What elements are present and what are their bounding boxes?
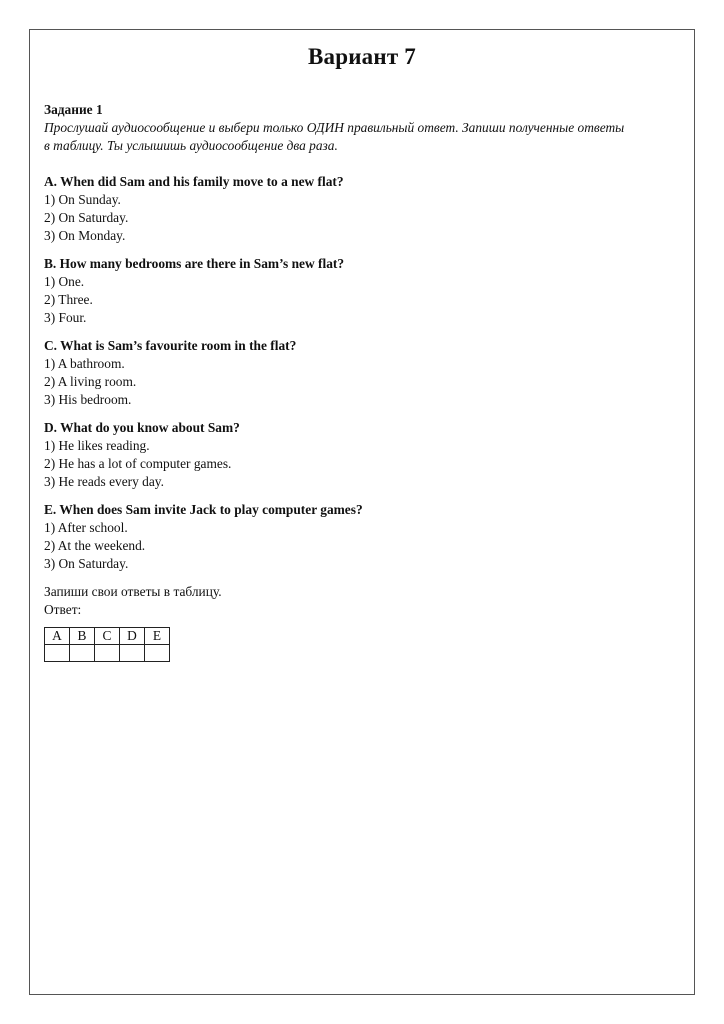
- answer-header-b: B: [70, 628, 95, 645]
- answer-cell-b[interactable]: [70, 645, 95, 662]
- question-text: D. What do you know about Sam?: [44, 420, 240, 435]
- answer-header-a: A: [45, 628, 70, 645]
- answer-table-input-row: [45, 645, 170, 662]
- answer-table-header-row: [45, 628, 170, 645]
- option: 3) His bedroom.: [44, 392, 132, 407]
- answer-cell-c[interactable]: [95, 645, 120, 662]
- answer-header-e: E: [145, 628, 170, 645]
- option: 1) He likes reading.: [44, 438, 150, 453]
- answer-header-d: D: [120, 628, 145, 645]
- question-d: [44, 419, 684, 491]
- answer-cell-d[interactable]: [120, 645, 145, 662]
- option: 1) After school.: [44, 520, 128, 535]
- option: 3) He reads every day.: [44, 474, 164, 489]
- question-c: [44, 337, 684, 409]
- page-title: Вариант 7: [308, 44, 416, 69]
- answer-table: [44, 627, 170, 662]
- option: 1) A bathroom.: [44, 356, 125, 371]
- answer-section: [44, 583, 684, 662]
- task-content: [44, 101, 684, 662]
- question-text: A. When did Sam and his family move to a new flat?: [44, 174, 344, 189]
- question-e: [44, 501, 684, 573]
- answer-label: Ответ:: [44, 602, 82, 617]
- option: 2) On Saturday.: [44, 210, 129, 225]
- option: 1) One.: [44, 274, 85, 289]
- task-label: Задание 1: [44, 102, 103, 117]
- answer-header-c: C: [95, 628, 120, 645]
- question-text: B. How many bedrooms are there in Sam’s new flat?: [44, 256, 345, 271]
- option: 3) Four.: [44, 310, 87, 325]
- question-text: E. When does Sam invite Jack to play computer games?: [44, 502, 363, 517]
- task-instruction-line-1: Прослушай аудиосообщение и выбери только ОДИН правильный ответ. Запиши полученные ответы: [44, 120, 625, 135]
- option: 2) At the weekend.: [44, 538, 146, 553]
- questions-list: [44, 173, 684, 573]
- option: 3) On Monday.: [44, 228, 126, 243]
- option: 3) On Saturday.: [44, 556, 129, 571]
- answer-cell-a[interactable]: [45, 645, 70, 662]
- question-b: [44, 255, 684, 327]
- option: 2) He has a lot of computer games.: [44, 456, 232, 471]
- task-instruction-line-2: в таблицу. Ты услышишь аудиосообщение два раза.: [44, 138, 338, 153]
- option: 2) A living room.: [44, 374, 137, 389]
- question-a: [44, 173, 684, 245]
- option: 2) Three.: [44, 292, 93, 307]
- answer-cell-e[interactable]: [145, 645, 170, 662]
- answer-instruction: Запиши свои ответы в таблицу.: [44, 584, 222, 599]
- option: 1) On Sunday.: [44, 192, 121, 207]
- question-text: C. What is Sam’s favourite room in the flat?: [44, 338, 297, 353]
